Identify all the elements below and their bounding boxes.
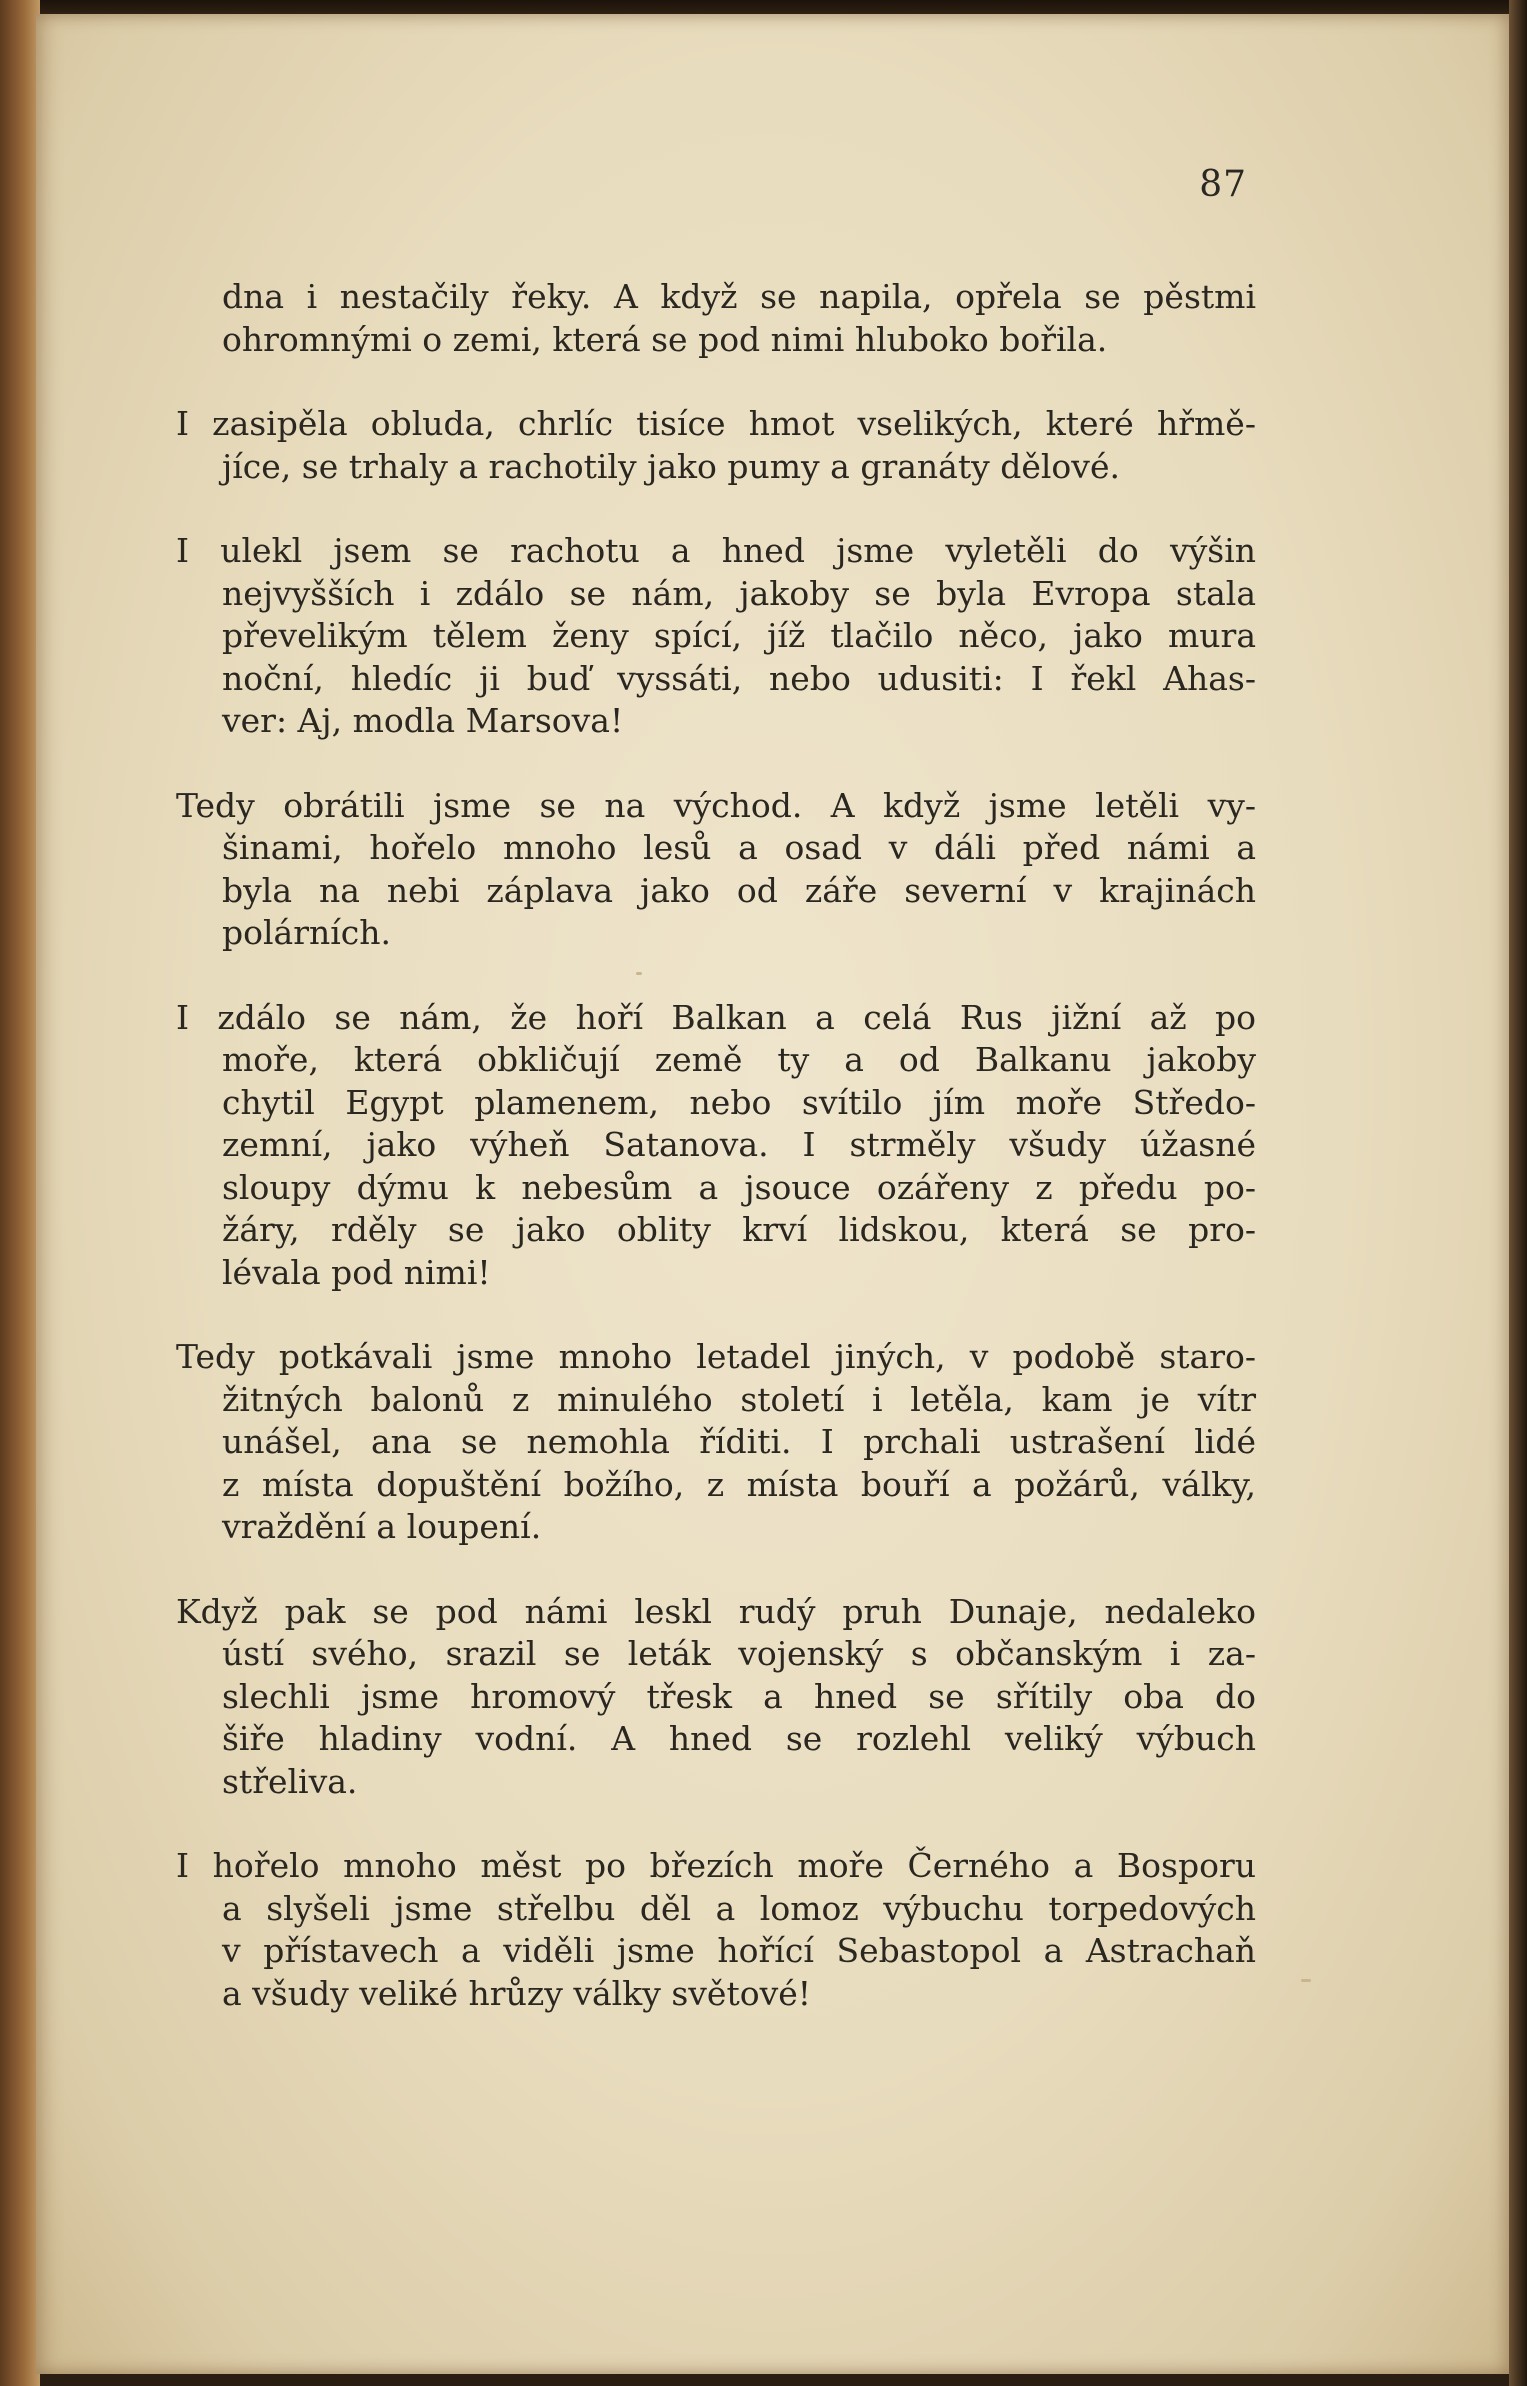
paragraph	[176, 530, 1256, 743]
text-line: jíce, se trhaly a rachotily jako pumy a granáty dělové.	[222, 446, 1120, 486]
text-line: unášel, ana se nemohla říditi. I prchali ustrašení lidé	[222, 1422, 1256, 1461]
paragraph	[176, 785, 1256, 955]
text-line: a všudy veliké hrůzy války světové!	[222, 1973, 812, 2013]
text-line: střeliva.	[222, 1761, 358, 1801]
text-line: zemní, jako výheň Satanova. I strměly všudy úžasné	[222, 1125, 1256, 1164]
text-line: z místa dopuštění božího, z místa bouří a požárů, války,	[222, 1464, 1256, 1504]
text-line: žitných balonů z minulého století i letěla, kam je vítr	[222, 1379, 1256, 1419]
text-line: ver: Aj, modla Marsova!	[222, 701, 624, 740]
text-line: nejvyšších i zdálo se nám, jakoby se byla Evropa stala	[222, 573, 1256, 613]
paragraph	[176, 403, 1256, 488]
text-line: noční, hledíc ji buď vyssáti, nebo udusiti: I řekl Ahas-	[222, 658, 1256, 698]
text-line: chytil Egypt plamenem, nebo svítilo jím moře Středo-	[222, 1082, 1256, 1122]
text-line: lévala pod nimi!	[222, 1252, 491, 1292]
text-line: Tedy obrátili jsme se na východ. A když jsme letěli vy-	[176, 785, 1256, 825]
book-spine-edge	[0, 0, 40, 2386]
body-text	[176, 276, 1256, 2057]
text-line: žáry, rděly se jako oblity krví lidskou, která se pro-	[222, 1210, 1256, 1249]
paragraph	[176, 1336, 1256, 1549]
text-line: šiře hladiny vodní. A hned se rozlehl veliký výbuch	[222, 1719, 1256, 1758]
text-line: v přístavech a viděli jsme hořící Sebastopol a Astrachaň	[222, 1931, 1256, 1970]
paragraph	[176, 276, 1256, 361]
text-line: šinami, hořelo mnoho lesů a osad v dáli před námi a	[222, 828, 1256, 867]
text-line: ohromnými o zemi, která se pod nimi hluboko bořila.	[222, 319, 1108, 359]
text-line: vraždění a loupení.	[222, 1507, 542, 1546]
book-page	[36, 14, 1509, 2374]
paragraph	[176, 997, 1256, 1295]
text-line: sloupy dýmu k nebesům a jsouce ozářeny z předu po-	[222, 1167, 1256, 1207]
text-line: Když pak se pod námi leskl rudý pruh Dunaje, nedaleko	[176, 1591, 1256, 1631]
scan-edge-right	[1509, 0, 1527, 2386]
text-line: I zdálo se nám, že hoří Balkan a celá Rus jižní až po	[176, 997, 1256, 1037]
text-line: byla na nebi záplava jako od záře severní v krajinách	[222, 870, 1256, 910]
paragraph	[176, 1591, 1256, 1804]
text-line: dna i nestačily řeky. A když se napila, opřela se pěstmi	[222, 277, 1256, 316]
paragraph	[176, 1845, 1256, 2015]
text-line: slechli jsme hromový třesk a hned se sřítily oba do	[222, 1676, 1256, 1716]
text-line: a slyšeli jsme střelbu děl a lomoz výbuchu torpedových	[222, 1888, 1256, 1928]
text-line: I ulekl jsem se rachotu a hned jsme vyletěli do výšin	[176, 531, 1256, 570]
text-line: polárních.	[222, 913, 392, 952]
text-line: moře, která obkličují země ty a od Balkanu jakoby	[222, 1040, 1256, 1079]
text-line: I hořelo mnoho měst po březích moře Černého a Bosporu	[176, 1846, 1256, 1885]
text-line: převelikým tělem ženy spící, jíž tlačilo něco, jako mura	[222, 616, 1256, 655]
paper-speck	[1301, 1979, 1311, 1982]
text-line: ústí svého, srazil se leták vojenský s občanským i za-	[222, 1634, 1256, 1673]
page-number: 87	[1199, 164, 1247, 205]
text-line: Tedy potkávali jsme mnoho letadel jiných, v podobě staro-	[176, 1337, 1256, 1376]
text-line: I zasipěla obluda, chrlíc tisíce hmot vselikých, které hřmě-	[176, 404, 1256, 443]
